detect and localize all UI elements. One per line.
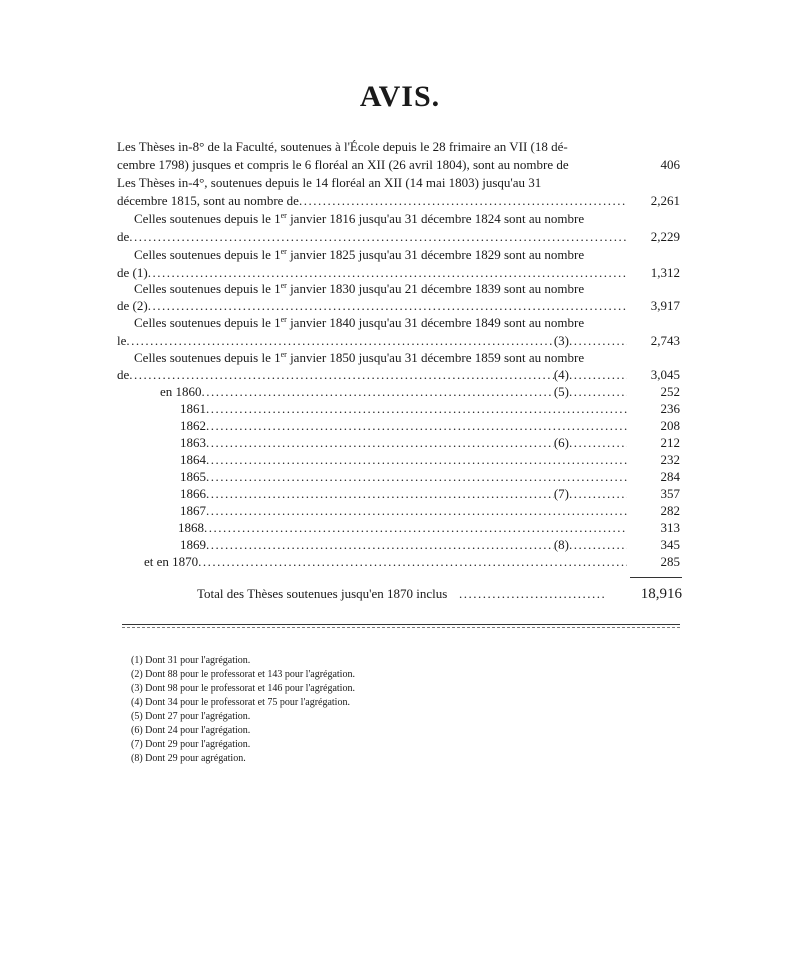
footnote: (3) Dont 98 pour le professorat et 146 pour l'agrégation. bbox=[131, 683, 355, 694]
dot-leader bbox=[206, 503, 627, 519]
row-lead: de bbox=[117, 367, 130, 382]
dot-leader bbox=[299, 193, 627, 209]
count-value: 1,312 bbox=[650, 265, 680, 280]
footnote: (4) Dont 34 pour le professorat et 75 pour l'agrégation. bbox=[131, 697, 350, 708]
period-line bbox=[117, 333, 680, 349]
year-row bbox=[117, 384, 680, 400]
total-rule bbox=[630, 577, 682, 578]
count-value: 313 bbox=[660, 520, 680, 535]
footnote-ref: (7) bbox=[553, 486, 569, 501]
period-text: Celles soutenues depuis le 1er janvier 1816 jusqu'au 31 décembre 1824 sont au nombre bbox=[134, 211, 585, 226]
dotted-leader-row bbox=[117, 193, 627, 209]
page-title: AVIS. bbox=[359, 80, 441, 113]
count-value: 3,045 bbox=[650, 367, 680, 382]
year-row bbox=[117, 520, 680, 536]
dot-leader bbox=[459, 585, 604, 603]
intro-text: Les Thèses in-8° de la Faculté, soutenues à l'École depuis le 28 frimaire an VII (18 dé- bbox=[117, 139, 568, 154]
footnote-ref: (6) bbox=[553, 435, 569, 450]
count-value: 282 bbox=[660, 503, 680, 518]
dot-leader bbox=[198, 554, 627, 570]
count-value: 2,229 bbox=[650, 229, 680, 244]
period-line bbox=[117, 281, 680, 297]
divider bbox=[122, 627, 680, 628]
dot-leader bbox=[569, 486, 627, 502]
count-value: 2,261 bbox=[650, 193, 680, 208]
dot-leader bbox=[206, 452, 627, 468]
row-lead: de (2) bbox=[117, 298, 148, 313]
count-value: 284 bbox=[660, 469, 680, 484]
dotted-leader-row bbox=[117, 265, 627, 281]
footnote-ref: (3) bbox=[553, 333, 569, 348]
dotted-leader-row bbox=[117, 298, 627, 314]
dot-leader bbox=[569, 333, 627, 349]
dot-leader bbox=[569, 367, 627, 383]
period-text: Celles soutenues depuis le 1er janvier 1850 jusqu'au 31 décembre 1859 sont au nombre bbox=[134, 350, 585, 365]
total-value: 18,916 bbox=[640, 586, 682, 602]
year-label: 1867 bbox=[180, 503, 206, 518]
year-row bbox=[117, 452, 680, 468]
dotted-leader-row bbox=[180, 435, 627, 451]
period-line bbox=[117, 247, 680, 263]
year-row bbox=[117, 503, 680, 519]
period-text: Celles soutenues depuis le 1er janvier 1840 jusqu'au 31 décembre 1849 sont au nombre bbox=[134, 315, 585, 330]
footnote: (2) Dont 88 pour le professorat et 143 pour l'agrégation. bbox=[131, 669, 355, 680]
count-value: 285 bbox=[660, 554, 680, 569]
period-line bbox=[117, 315, 680, 331]
year-label: 1863 bbox=[180, 435, 206, 450]
dot-leader bbox=[206, 537, 554, 553]
year-row bbox=[117, 435, 680, 451]
row-lead: de (1) bbox=[117, 265, 148, 280]
dotted-leader-row bbox=[180, 401, 627, 417]
count-value: 232 bbox=[660, 452, 680, 467]
footnote-ref: (8) bbox=[553, 537, 569, 552]
count-value: 3,917 bbox=[650, 298, 680, 313]
year-label: 1861 bbox=[180, 401, 206, 416]
dotted-leader-row bbox=[180, 452, 627, 468]
period-text: Celles soutenues depuis le 1er janvier 1825 jusqu'au 31 décembre 1829 sont au nombre bbox=[134, 247, 585, 262]
dotted-leader-row bbox=[117, 229, 627, 245]
dotted-leader-row bbox=[178, 520, 627, 536]
dotted-leader-row bbox=[180, 469, 627, 485]
count-value: 208 bbox=[660, 418, 680, 433]
footnote-ref: (5) bbox=[553, 384, 569, 399]
year-label: en 1860 bbox=[160, 384, 202, 399]
intro-line bbox=[117, 193, 680, 209]
total-label: Total des Thèses soutenues jusqu'en 1870 inclus bbox=[197, 586, 448, 601]
count-value: 2,743 bbox=[650, 333, 680, 348]
footnote-ref: (4) bbox=[553, 367, 569, 382]
dot-leader bbox=[206, 486, 554, 502]
dot-leader bbox=[129, 367, 554, 383]
dot-leader bbox=[206, 469, 627, 485]
year-label: et en 1870 bbox=[144, 554, 199, 569]
dot-leader bbox=[206, 401, 627, 417]
dot-leader bbox=[569, 435, 627, 451]
dotted-leader-row bbox=[180, 418, 627, 434]
dotted-leader-row bbox=[160, 384, 627, 400]
intro-text: cembre 1798) jusques et compris le 6 floréal an XII (26 avril 1804), sont au nombre de bbox=[117, 157, 569, 172]
dot-leader bbox=[202, 384, 554, 400]
count-value: 252 bbox=[660, 384, 680, 399]
year-row bbox=[117, 537, 680, 553]
period-line bbox=[117, 211, 680, 227]
year-label: 1862 bbox=[180, 418, 206, 433]
intro-text: Les Thèses in-4°, soutenues depuis le 14 floréal an XII (14 mai 1803) jusqu'au 31 bbox=[117, 175, 542, 190]
year-row bbox=[117, 418, 680, 434]
dot-leader bbox=[126, 333, 553, 349]
dot-leader bbox=[148, 298, 627, 314]
row-lead: le bbox=[117, 333, 127, 348]
year-label: 1868 bbox=[178, 520, 204, 535]
dot-leader bbox=[206, 418, 627, 434]
period-line bbox=[117, 298, 680, 314]
count-value: 345 bbox=[660, 537, 680, 552]
dot-leader bbox=[569, 384, 627, 400]
footnote: (6) Dont 24 pour l'agrégation. bbox=[131, 725, 251, 736]
dotted-leader-row bbox=[117, 333, 627, 349]
year-label: 1865 bbox=[180, 469, 206, 484]
dot-leader bbox=[569, 537, 627, 553]
dot-leader bbox=[206, 435, 554, 451]
intro-line bbox=[117, 175, 680, 191]
year-label: 1869 bbox=[180, 537, 206, 552]
count-value: 357 bbox=[660, 486, 680, 501]
year-row bbox=[117, 469, 680, 485]
period-line bbox=[117, 229, 680, 245]
count-value: 406 bbox=[660, 157, 680, 172]
intro-line bbox=[117, 157, 680, 173]
count-value: 236 bbox=[660, 401, 680, 416]
footnote: (7) Dont 29 pour l'agrégation. bbox=[131, 739, 251, 750]
period-line bbox=[117, 350, 680, 366]
period-line bbox=[117, 367, 680, 383]
dot-leader bbox=[204, 520, 627, 536]
dot-leader bbox=[148, 265, 627, 281]
year-row bbox=[117, 486, 680, 502]
year-label: 1864 bbox=[180, 452, 206, 467]
total-row bbox=[197, 585, 682, 603]
row-lead: décembre 1815, sont au nombre de bbox=[117, 193, 299, 208]
row-lead: de bbox=[117, 229, 130, 244]
footnote: (5) Dont 27 pour l'agrégation. bbox=[131, 711, 251, 722]
dotted-leader-row bbox=[180, 537, 627, 553]
year-row bbox=[117, 554, 680, 570]
year-label: 1866 bbox=[180, 486, 206, 501]
period-line bbox=[117, 265, 680, 281]
footnote: (1) Dont 31 pour l'agrégation. bbox=[131, 655, 251, 666]
dotted-leader-row bbox=[180, 503, 627, 519]
dotted-leader-row bbox=[144, 554, 627, 570]
year-row bbox=[117, 401, 680, 417]
intro-line bbox=[117, 139, 680, 155]
period-text: Celles soutenues depuis le 1er janvier 1830 jusqu'au 21 décembre 1839 sont au nombre bbox=[134, 281, 585, 296]
dotted-leader-row bbox=[180, 486, 627, 502]
divider bbox=[122, 624, 680, 625]
dotted-leader-row bbox=[117, 367, 627, 383]
footnote: (8) Dont 29 pour agrégation. bbox=[131, 753, 246, 764]
dot-leader bbox=[129, 229, 627, 245]
count-value: 212 bbox=[660, 435, 680, 450]
